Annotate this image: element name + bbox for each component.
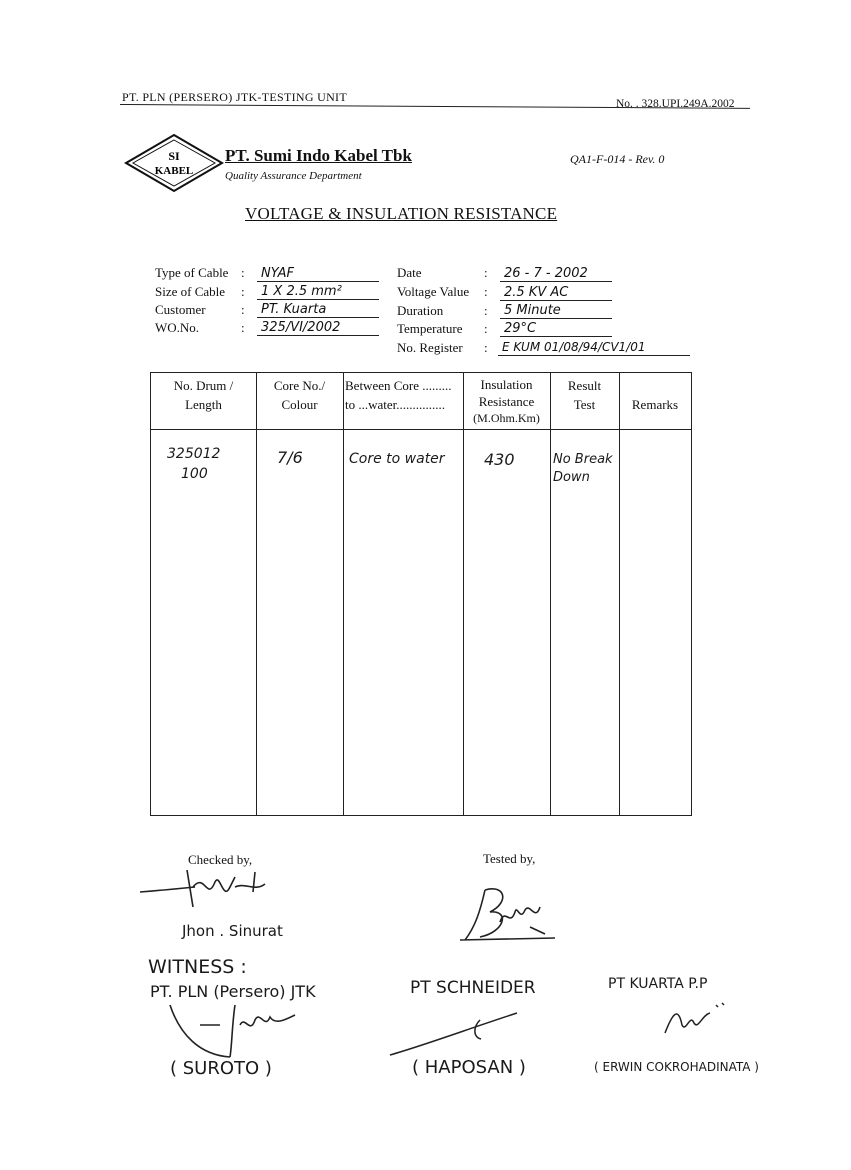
- checked-by-signature: [135, 862, 305, 922]
- si-kabel-logo: [124, 133, 224, 193]
- value-voltage-value: 2.5 KV AC: [500, 285, 612, 301]
- header-remarks: [619, 395, 691, 414]
- value-no-register: E KUM 01/08/94/CV1/01: [498, 340, 690, 356]
- header-line: No. Drum /: [173, 378, 234, 393]
- header-line: Resistance: [478, 394, 535, 409]
- colon: :: [484, 321, 488, 336]
- header-line: Core No./: [273, 378, 326, 393]
- col-divider: [343, 373, 344, 815]
- cell-length: 100: [181, 466, 208, 482]
- label-size-of-cable: Size of Cable: [155, 284, 226, 299]
- table-header-rule: [151, 429, 691, 430]
- witness-2-name: ( HAPOSAN ): [412, 1057, 526, 1078]
- tested-by-signature: [455, 882, 565, 952]
- colon: :: [484, 265, 488, 280]
- header-line: Length: [185, 397, 222, 412]
- col-divider: [463, 373, 464, 815]
- value-wo-no: 325/VI/2002: [257, 320, 379, 336]
- colon: :: [241, 265, 245, 280]
- witness-1-signature: [160, 995, 310, 1065]
- col-divider: [619, 373, 620, 815]
- cell-result-2: Down: [553, 470, 590, 485]
- colon: :: [484, 303, 488, 318]
- label-duration: Duration: [397, 303, 444, 318]
- cell-between: Core to water: [349, 451, 445, 467]
- value-date: 26 - 7 - 2002: [500, 266, 612, 282]
- colon: :: [484, 340, 488, 355]
- witness-1-org: PT. PLN (Persero) JTK: [150, 982, 316, 1001]
- header-drum-length: [151, 376, 256, 414]
- label-voltage-value: Voltage Value: [397, 284, 470, 299]
- colon: :: [241, 320, 245, 335]
- col-divider: [550, 373, 551, 815]
- logo-line1: SI: [168, 149, 180, 163]
- checked-by-label: Checked by,: [188, 852, 253, 867]
- value-customer: PT. Kuarta: [257, 302, 379, 318]
- witness-label: WITNESS :: [148, 956, 247, 978]
- header-doc-number: No. . 328.UPI.249A.2002: [616, 98, 735, 110]
- header-insulation-resistance: [463, 376, 550, 427]
- cell-core: 7/6: [277, 448, 303, 467]
- witness-3-name: ( ERWIN COKROHADINATA ): [594, 1060, 759, 1074]
- cell-result-1: No Break: [553, 452, 613, 467]
- label-customer: Customer: [155, 302, 206, 317]
- witness-2-org: PT SCHNEIDER: [410, 978, 536, 998]
- colon: :: [484, 284, 488, 299]
- header-result-test: [550, 376, 619, 414]
- header-line: Remarks: [631, 397, 679, 412]
- witness-3-signature: [660, 995, 730, 1040]
- colon: :: [241, 284, 245, 299]
- label-wo-no: WO.No.: [155, 320, 200, 335]
- header-between-core: [345, 376, 463, 414]
- test-results-table: [150, 372, 692, 816]
- header-line: Between Core .........: [345, 378, 452, 393]
- header-line: to ...water...............: [345, 397, 446, 412]
- header-line: Insulation: [480, 377, 533, 392]
- department-name: Quality Assurance Department: [225, 170, 362, 182]
- value-type-of-cable: NYAF: [257, 266, 379, 282]
- colon: :: [241, 302, 245, 317]
- tested-by-label: Tested by,: [483, 851, 536, 866]
- logo-line2: KABEL: [154, 165, 194, 177]
- label-temperature: Temperature: [397, 321, 463, 336]
- form-number: QA1-F-014 - Rev. 0: [570, 152, 665, 166]
- header-unit: PT. PLN (PERSERO) JTK-TESTING UNIT: [122, 90, 347, 104]
- label-type-of-cable: Type of Cable: [155, 265, 229, 280]
- cell-insulation: 430: [484, 450, 515, 469]
- header-line: Result: [567, 378, 602, 393]
- witness-2-signature: [385, 1005, 525, 1060]
- label-date: Date: [397, 265, 422, 280]
- col-divider: [256, 373, 257, 815]
- company-name: PT. Sumi Indo Kabel Tbk: [225, 146, 412, 165]
- witness-3-org: PT KUARTA P.P: [608, 976, 708, 992]
- checked-by-name: Jhon . Sinurat: [182, 922, 283, 940]
- label-no-register: No. Register: [397, 340, 463, 355]
- document-title: VOLTAGE & INSULATION RESISTANCE: [245, 204, 558, 223]
- header-core-colour: [256, 376, 343, 414]
- value-temperature: 29°C: [500, 321, 612, 337]
- header-line: Colour: [281, 397, 318, 412]
- cell-drum: 325012: [167, 446, 221, 462]
- value-size-of-cable: 1 X 2.5 mm²: [257, 284, 379, 300]
- value-duration: 5 Minute: [500, 303, 612, 319]
- header-line: Test: [573, 397, 596, 412]
- header-line: (M.Ohm.Km): [473, 411, 540, 425]
- witness-1-name: ( SUROTO ): [170, 1058, 272, 1079]
